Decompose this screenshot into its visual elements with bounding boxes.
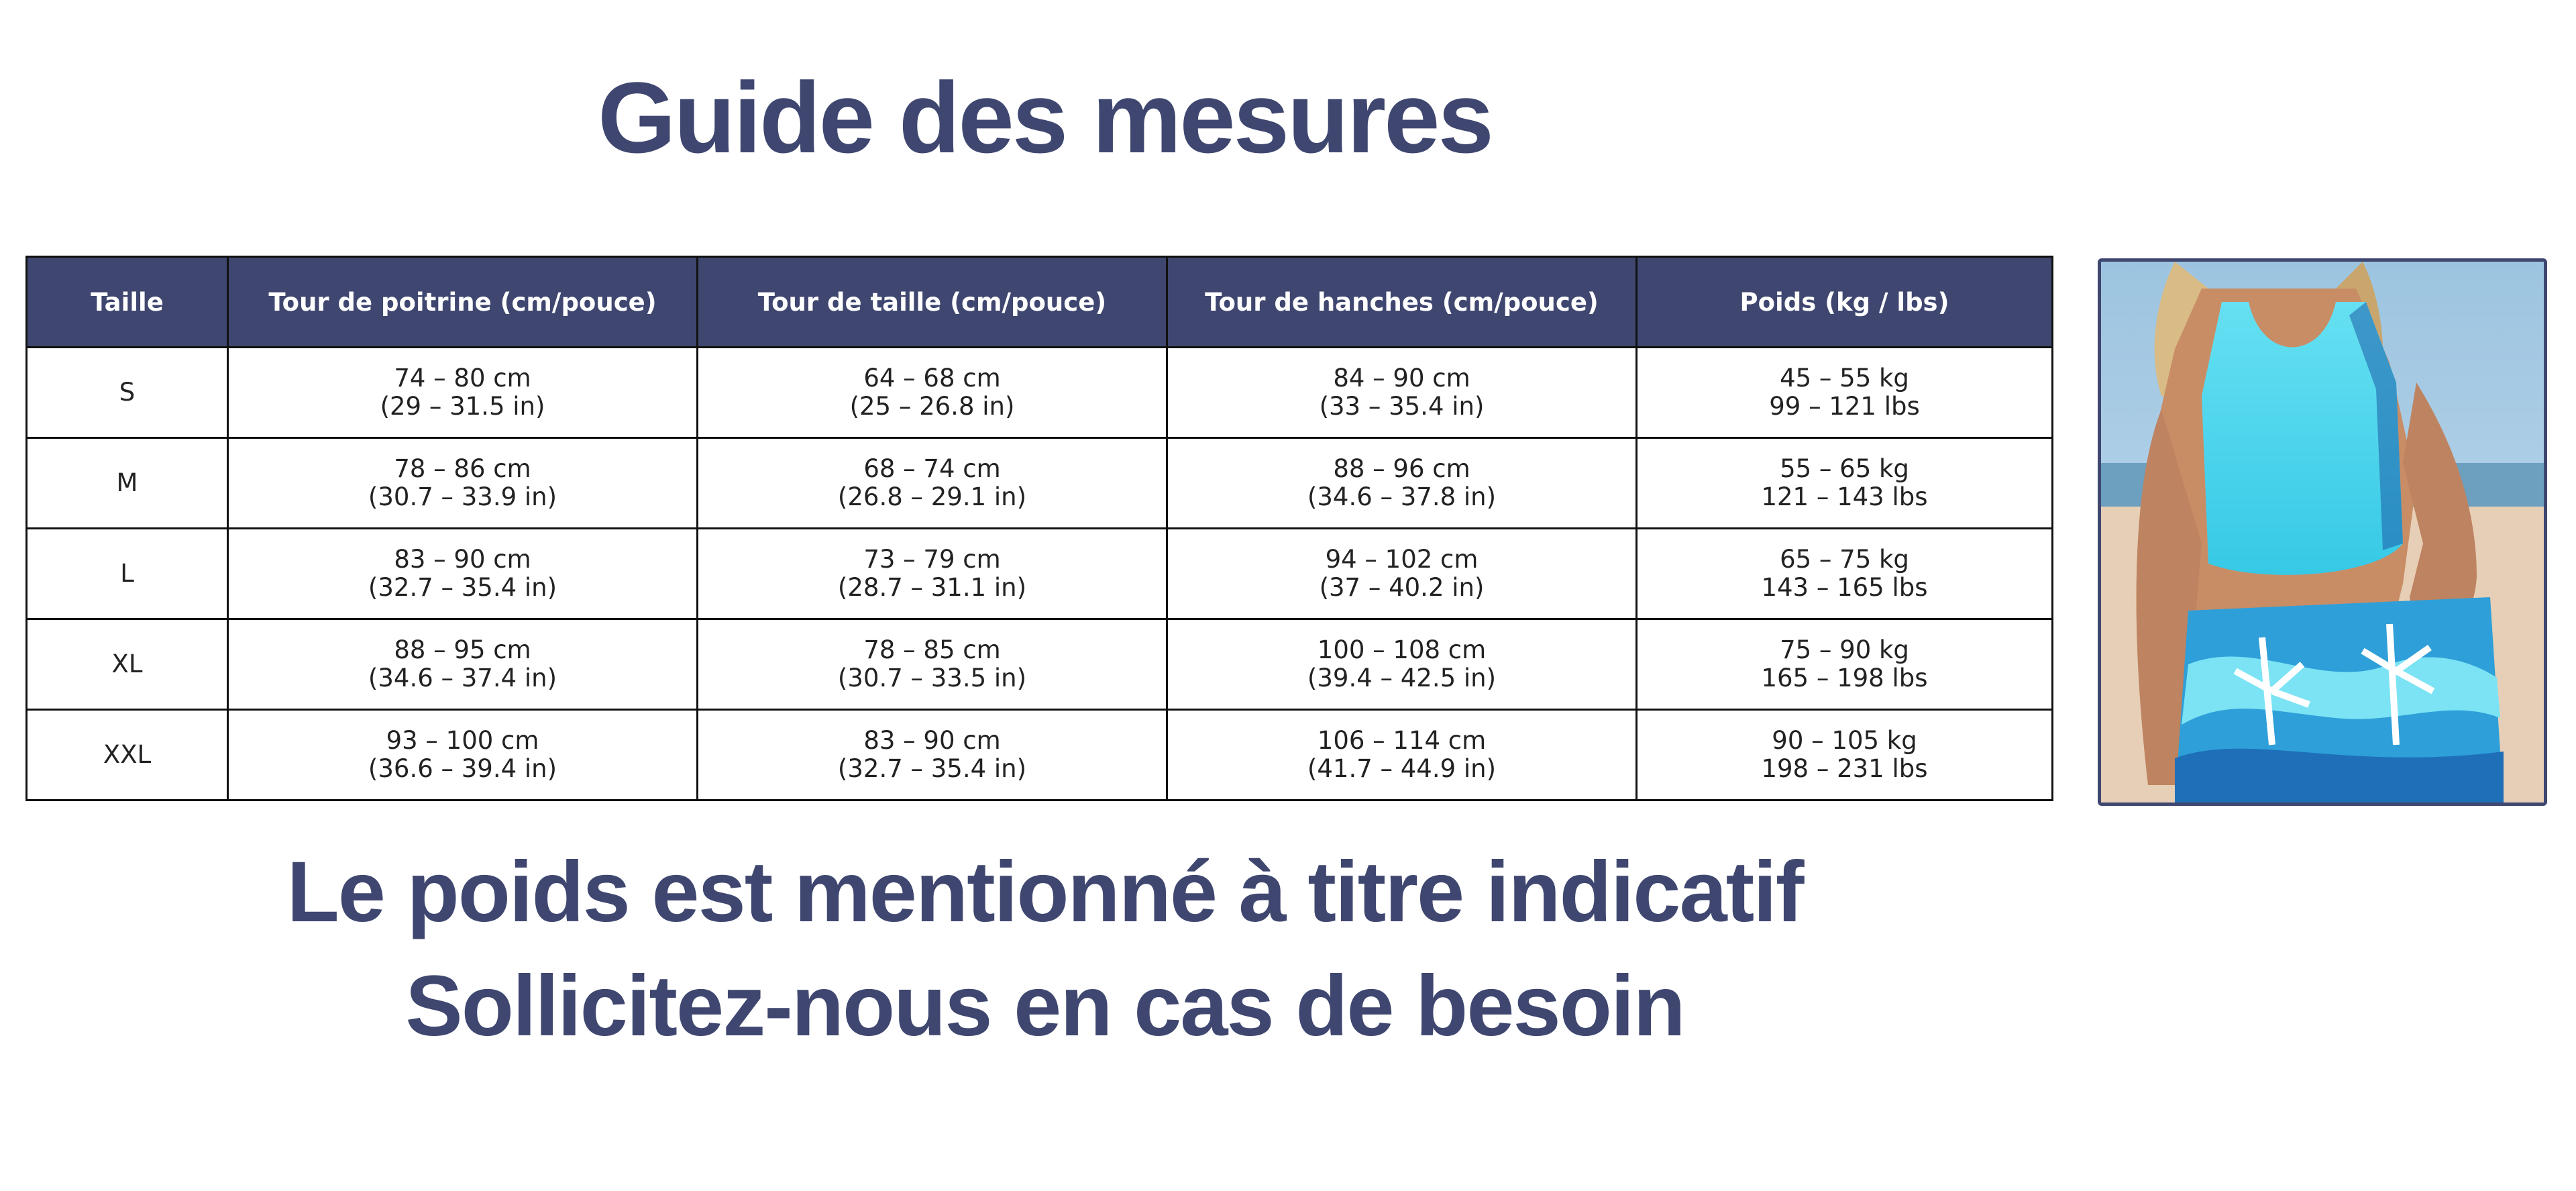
cell-waist-in: (26.8 – 29.1 in) (837, 482, 1027, 511)
cell-weight-kg: 90 – 105 kg (1772, 726, 1917, 755)
cell-size: XXL (27, 710, 228, 800)
cell-weight (1637, 529, 2053, 619)
swimsuit-model-illustration (2101, 262, 2544, 802)
cell-hips (1167, 438, 1637, 529)
cell-weight-kg: 55 – 65 kg (1780, 454, 1909, 483)
header-chest: Tour de poitrine (cm/pouce) (228, 257, 698, 348)
table-row (27, 348, 2053, 438)
cell-weight-lbs: 198 – 231 lbs (1761, 754, 1928, 783)
cell-waist-in: (30.7 – 33.5 in) (837, 664, 1027, 692)
cell-chest-cm: 93 – 100 cm (386, 726, 539, 755)
cell-chest (228, 619, 698, 710)
cell-size: XL (27, 619, 228, 710)
product-photo (2098, 258, 2547, 806)
cell-chest-cm: 78 – 86 cm (394, 454, 531, 483)
header-waist: Tour de taille (cm/pouce) (698, 257, 1167, 348)
table-header-row (27, 257, 2053, 348)
cell-weight-kg: 65 – 75 kg (1780, 545, 1909, 574)
size-chart-table (25, 256, 2053, 801)
cell-waist-in: (32.7 – 35.4 in) (837, 754, 1027, 783)
cell-hips-cm: 88 – 96 cm (1333, 454, 1470, 483)
cell-size: S (27, 348, 228, 438)
cell-hips-in: (39.4 – 42.5 in) (1307, 664, 1497, 692)
cell-waist (698, 438, 1167, 529)
cell-weight (1637, 348, 2053, 438)
cell-waist-cm: 73 – 79 cm (863, 545, 1001, 574)
cell-chest-in: (34.6 – 37.4 in) (368, 664, 557, 692)
table-row (27, 619, 2053, 710)
cell-chest-in: (29 – 31.5 in) (380, 392, 545, 421)
page-title: Guide des mesures (598, 61, 1492, 174)
header-weight: Poids (kg / lbs) (1637, 257, 2053, 348)
cell-weight-lbs: 165 – 198 lbs (1761, 664, 1928, 692)
cell-weight-kg: 45 – 55 kg (1780, 364, 1909, 393)
skirt-hem (2175, 749, 2504, 802)
cell-size: L (27, 529, 228, 619)
cell-chest-in: (36.6 – 39.4 in) (368, 754, 557, 783)
note-weight-indicative: Le poids est mentionné à titre indicatif (286, 844, 1803, 940)
cell-hips-cm: 106 – 114 cm (1317, 726, 1487, 755)
cell-chest (228, 348, 698, 438)
cell-chest-in: (32.7 – 35.4 in) (368, 573, 557, 602)
cell-weight-lbs: 143 – 165 lbs (1761, 573, 1928, 602)
cell-weight (1637, 438, 2053, 529)
cell-waist (698, 619, 1167, 710)
note-contact-us: Sollicitez-nous en cas de besoin (405, 958, 1684, 1054)
cell-waist (698, 348, 1167, 438)
cell-chest-cm: 83 – 90 cm (394, 545, 531, 574)
cell-hips-in: (41.7 – 44.9 in) (1307, 754, 1497, 783)
header-hips: Tour de hanches (cm/pouce) (1167, 257, 1637, 348)
cell-chest (228, 710, 698, 800)
cell-weight-kg: 75 – 90 kg (1780, 635, 1909, 664)
cell-hips (1167, 529, 1637, 619)
cell-weight-lbs: 99 – 121 lbs (1769, 392, 1920, 421)
cell-waist-in: (28.7 – 31.1 in) (837, 573, 1027, 602)
cell-weight-lbs: 121 – 143 lbs (1761, 482, 1928, 511)
cell-waist-cm: 68 – 74 cm (863, 454, 1001, 483)
cell-hips-in: (34.6 – 37.8 in) (1307, 482, 1497, 511)
table-row (27, 438, 2053, 529)
cell-chest-in: (30.7 – 33.9 in) (368, 482, 557, 511)
cell-hips (1167, 619, 1637, 710)
table-row (27, 710, 2053, 800)
cell-chest (228, 529, 698, 619)
cell-waist (698, 710, 1167, 800)
cell-hips-cm: 84 – 90 cm (1333, 364, 1470, 393)
cell-waist-cm: 83 – 90 cm (863, 726, 1001, 755)
cell-chest (228, 438, 698, 529)
cell-size: M (27, 438, 228, 529)
cell-hips-cm: 100 – 108 cm (1317, 635, 1487, 664)
table-row (27, 529, 2053, 619)
cell-chest-cm: 88 – 95 cm (394, 635, 531, 664)
cell-hips-cm: 94 – 102 cm (1325, 545, 1479, 574)
cell-weight (1637, 710, 2053, 800)
cell-waist-cm: 64 – 68 cm (863, 364, 1001, 393)
cell-waist (698, 529, 1167, 619)
cell-waist-cm: 78 – 85 cm (863, 635, 1001, 664)
cell-weight (1637, 619, 2053, 710)
cell-waist-in: (25 – 26.8 in) (849, 392, 1015, 421)
cell-hips-in: (37 – 40.2 in) (1319, 573, 1485, 602)
header-size: Taille (27, 257, 228, 348)
cell-hips (1167, 710, 1637, 800)
cell-hips-in: (33 – 35.4 in) (1319, 392, 1485, 421)
cell-hips (1167, 348, 1637, 438)
cell-chest-cm: 74 – 80 cm (394, 364, 531, 393)
